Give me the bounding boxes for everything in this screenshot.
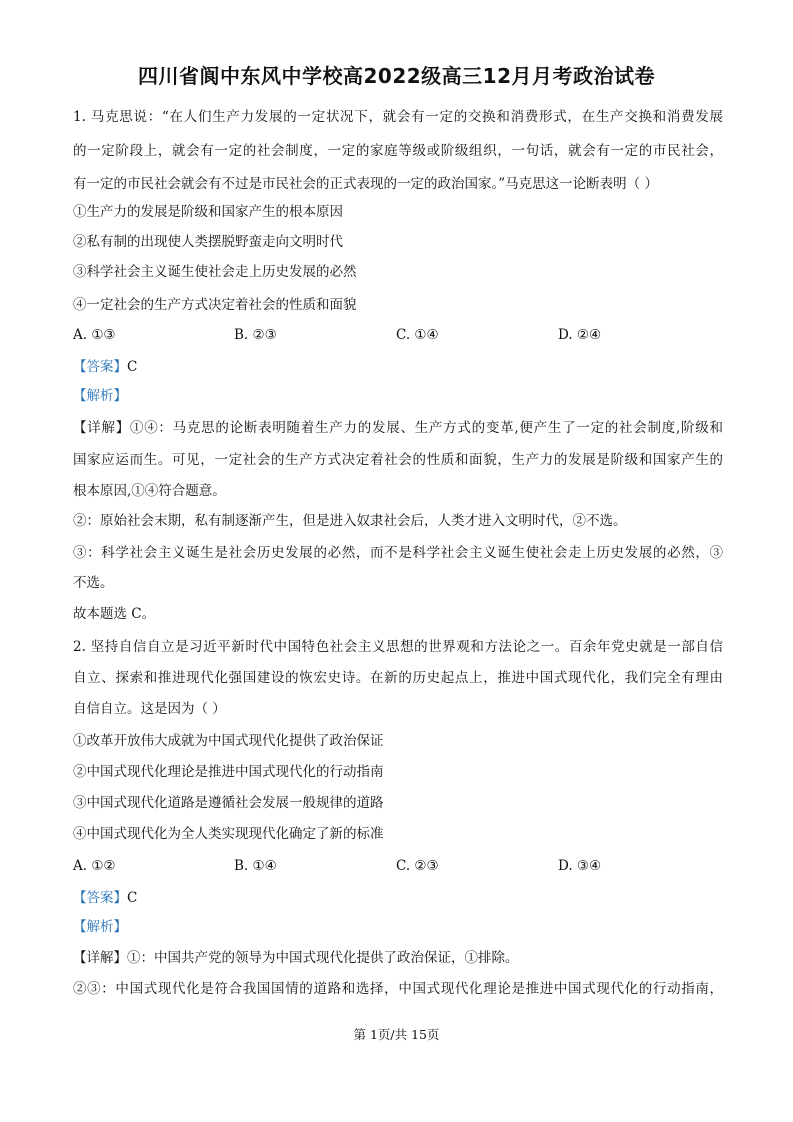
q1-analysis-heading: [73, 387, 723, 405]
q1-option-a: A. ①③: [73, 327, 116, 343]
q2-option-a: A. ①②: [73, 858, 116, 874]
q1-statement: ①生产力的发展是阶级和国家产生的根本原因: [73, 204, 343, 220]
q2-stem-line: 2. 坚持自信自立是习近平新时代中国特色社会主义思想的世界观和方法论之一。百余年党史就是一部自信: [73, 639, 723, 655]
q1-answer: [73, 358, 723, 376]
detail-tag: 【详解】: [73, 420, 130, 436]
q2-answer: [73, 889, 723, 907]
page-title: 四川省阆中东风中学校高2022级高三12月月考政治试卷: [138, 64, 655, 88]
q1-statement: ④一定社会的生产方式决定着社会的性质和面貌: [73, 297, 357, 313]
q1-option-b: B. ②③: [234, 327, 277, 343]
q2-detail-line: [73, 949, 723, 967]
analysis-tag: 【解析】: [73, 919, 127, 935]
q1-detail-line: 根本原因,①④符合题意。: [73, 483, 226, 499]
q1-stem-line: 1. 马克思说：“在人们生产力发展的一定状况下，就会有一定的交换和消费形式，在生产交换和消费发展: [73, 109, 723, 125]
q2-option-b: B. ①④: [234, 858, 277, 874]
detail-text: ①：中国共产党的领导为中国式现代化提供了政治保证，①排除。: [127, 950, 519, 966]
q2-analysis-heading: [73, 918, 723, 936]
answer-value: C: [127, 359, 138, 375]
q1-stem-line: 有一定的市民社会就会有不过是市民社会的正式表现的一定的政治国家。”马克思这一论断表明（ ）: [73, 176, 658, 192]
answer-tag: 【答案】: [73, 359, 127, 375]
q1-detail-line: ②：原始社会末期，私有制逐渐产生，但是进入奴隶社会后，人类才进入文明时代，②不选。: [73, 513, 627, 529]
q1-detail-line: 故本题选 C。: [73, 606, 156, 622]
q1-option-d: D. ②④: [558, 327, 602, 343]
detail-text: ①④：马克思的论断表明随着生产力的发展、生产方式的变革,便产生了一定的社会制度,阶级和: [129, 420, 723, 436]
q1-detail-line: [73, 419, 723, 437]
q1-detail-line: 不选。: [73, 575, 114, 591]
q1-detail-line: 国家应运而生。可见，一定社会的生产方式决定着社会的性质和面貌，生产力的发展是阶级和国家产生的: [73, 452, 723, 468]
page-number: 第 1页/共 15页: [353, 1027, 440, 1042]
answer-value: C: [127, 890, 138, 906]
q2-stem-line: 自立、探索和推进现代化强国建设的恢宏史诗。在新的历史起点上，推进中国式现代化，我们完全有理由: [73, 670, 723, 686]
q1-statement: ③科学社会主义诞生使社会走上历史发展的必然: [73, 264, 357, 280]
q2-statement: ③中国式现代化道路是遵循社会发展一般规律的道路: [73, 795, 384, 811]
q1-statement: ②私有制的出现使人类摆脱野蛮走向文明时代: [73, 234, 343, 250]
q2-stem-line: 自信自立。这是因为（ ）: [73, 701, 226, 717]
answer-tag: 【答案】: [73, 890, 127, 906]
q1-stem-line: 的一定阶段上，就会有一定的社会制度，一定的家庭等级或阶级组织，一句话，就会有一定的市民社会，: [73, 143, 723, 159]
q1-option-c: C. ①④: [396, 327, 439, 343]
q2-option-d: D. ③④: [558, 858, 602, 874]
q2-option-c: C. ②③: [396, 858, 439, 874]
q2-statement: ④中国式现代化为全人类实现现代化确定了新的标准: [73, 826, 384, 842]
analysis-tag: 【解析】: [73, 388, 127, 404]
q2-statement: ②中国式现代化理论是推进中国式现代化的行动指南: [73, 764, 384, 780]
detail-tag: 【详解】: [73, 950, 127, 966]
q1-detail-line: ③：科学社会主义诞生是社会历史发展的必然，而不是科学社会主义诞生使社会走上历史发展的必然，③: [73, 545, 723, 561]
q2-detail-line: ②③：中国式现代化是符合我国国情的道路和选择，中国式现代化理论是推进中国式现代化的行动指南，: [73, 981, 723, 997]
q2-statement: ①改革开放伟大成就为中国式现代化提供了政治保证: [73, 733, 384, 749]
